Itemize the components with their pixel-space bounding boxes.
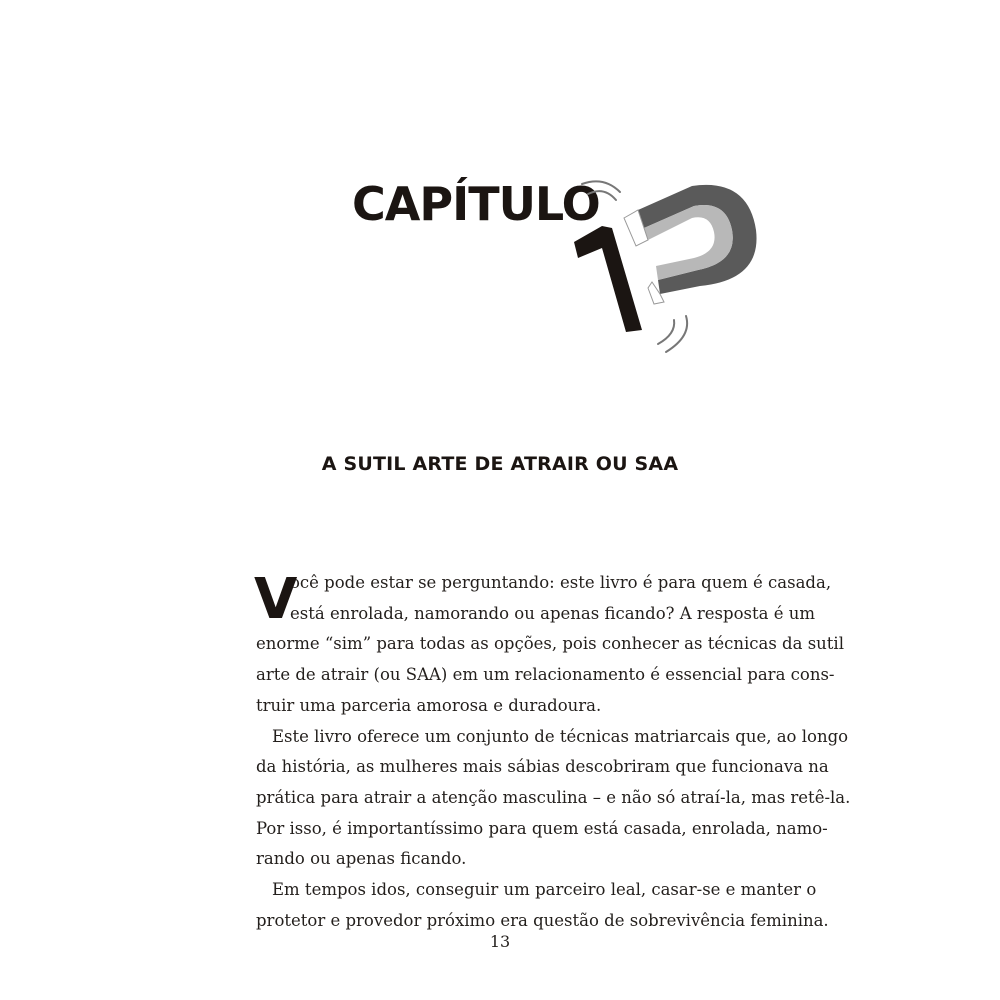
drop-cap: V [254, 567, 298, 632]
magnet-icon [560, 170, 780, 370]
text-line: protetor e provedor próximo era questão de sobrevivência feminina. [256, 910, 829, 930]
text-line: Este livro oferece um conjunto de técnicas matriarcais que, ao longo [272, 726, 849, 746]
vibration-lines-bottom [658, 316, 687, 352]
text-line: truir uma parceria amorosa e duradoura. [256, 695, 602, 715]
text-line: Em tempos idos, conseguir um parceiro leal, casar-se e manter o [272, 880, 817, 900]
paragraph-2 [256, 722, 851, 876]
paragraph-3 [256, 875, 829, 936]
body-text [254, 567, 851, 936]
digit-one-shape [574, 226, 642, 332]
text-line: ocê pode estar se perguntando: este livro é para quem é casada, [290, 573, 832, 592]
chapter-label: CAPÍTULO [352, 177, 600, 231]
chapter-number-art [560, 170, 780, 370]
vibration-lines-top [582, 181, 620, 200]
text-line: está enrolada, namorando ou apenas ficando? A resposta é um [290, 603, 815, 623]
text-line: prática para atrair a atenção masculina – e não só atraí-la, mas retê-la. [256, 787, 851, 807]
paragraph-1 [254, 567, 844, 722]
magnet-shape [624, 185, 757, 304]
text-line: enorme “sim” para todas as opções, pois conhecer as técnicas da sutil [256, 634, 844, 654]
text-line: rando ou apenas ficando. [256, 849, 467, 869]
text-line: da história, as mulheres mais sábias descobriram que funcionava na [256, 757, 829, 777]
chapter-title: A SUTIL ARTE DE ATRAIR OU SAA [321, 453, 679, 475]
page-number: 13 [489, 932, 511, 951]
text-line: arte de atrair (ou SAA) em um relacionamento é essencial para cons- [256, 665, 835, 685]
text-line: Por isso, é importantíssimo para quem está casada, enrolada, namo- [256, 818, 828, 838]
